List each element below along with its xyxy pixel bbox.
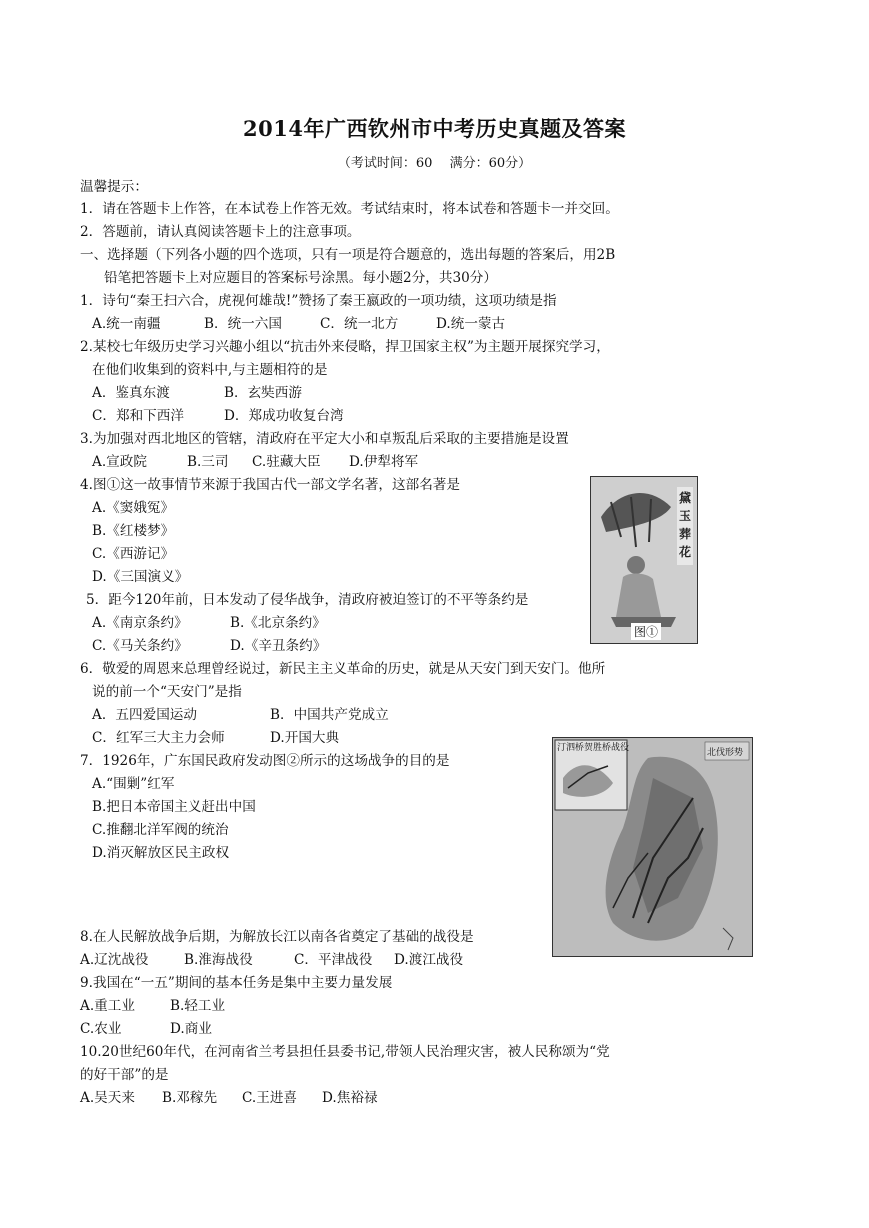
section-heading-cont: 铅笔把答题卡上对应题目的答案标号涂黑。每小题2分，共30分） xyxy=(104,270,497,286)
option: C．郑和下西洋 xyxy=(92,408,184,424)
option: D.《辛丑条约》 xyxy=(230,638,327,654)
option: D.商业 xyxy=(170,1021,212,1037)
question-options xyxy=(92,729,339,747)
option: B.轻工业 xyxy=(170,998,226,1014)
option: C．平津战役 xyxy=(294,952,373,968)
option: C.王进喜 xyxy=(242,1090,298,1106)
option: B.《北京条约》 xyxy=(230,615,326,631)
question-stem: 5．距今120年前，日本发动了侵华战争，清政府被迫签订的不平等条约是 xyxy=(86,592,529,608)
question-options xyxy=(80,997,225,1015)
option: D.伊犁将军 xyxy=(349,454,419,470)
option: B．统一六国 xyxy=(204,316,282,332)
question-options xyxy=(92,315,505,333)
option: C.驻藏大臣 xyxy=(252,454,321,470)
option: B.《红楼梦》 xyxy=(92,523,175,539)
option: C．统一北方 xyxy=(320,316,399,332)
option: D.渡江战役 xyxy=(394,952,464,968)
question-options xyxy=(80,1089,378,1107)
option: C.《西游记》 xyxy=(92,546,175,562)
option: B．中国共产党成立 xyxy=(270,707,389,723)
option: A.“围剿”红军 xyxy=(92,776,175,792)
option: D．郑成功收复台湾 xyxy=(224,408,344,424)
question-options xyxy=(92,407,344,425)
option: D.统一蒙古 xyxy=(436,316,506,332)
question-options xyxy=(92,384,302,402)
section-heading: 一、选择题（下列各小题的四个选项，只有一项是符合题意的，选出每题的答案后，用2B xyxy=(80,247,616,263)
option: A．鉴真东渡 xyxy=(92,385,170,401)
option: A.宣政院 xyxy=(92,454,147,470)
question-stem: 1．诗句“秦王扫六合，虎视何雄哉!”赞扬了秦王嬴政的一项功绩，这项功绩是指 xyxy=(80,293,557,309)
option: B.淮海战役 xyxy=(184,952,253,968)
option: A．五四爱国运动 xyxy=(92,707,197,723)
question-stem: 的好干部”的是 xyxy=(80,1067,169,1083)
option: C．红军三大主力会师 xyxy=(92,730,225,746)
question-stem: 4.图①这一故事情节来源于我国古代一部文学名著，这部名著是 xyxy=(80,477,460,493)
tips-heading: 温馨提示： xyxy=(80,179,148,195)
question-options xyxy=(80,951,463,969)
option: B.把日本帝国主义赶出中国 xyxy=(92,799,256,815)
figure-2-inset-title: 汀泗桥贺胜桥战役 xyxy=(557,743,630,753)
option: B.三司 xyxy=(187,454,229,470)
option: A.吴天来 xyxy=(80,1090,135,1106)
question-options xyxy=(92,453,418,471)
question-options xyxy=(92,637,326,655)
exam-info: （考试时间：60 满分：60分） xyxy=(337,156,532,171)
figure-1-caption: 图① xyxy=(631,623,661,640)
question-stem: 10.20世纪60年代，在河南省兰考县担任县委书记,带领人民治理灾害，被人民称颂为“党 xyxy=(80,1044,610,1060)
question-stem: 8.在人民解放战争后期，为解放长江以南各省奠定了基础的战役是 xyxy=(80,929,474,945)
option: C.农业 xyxy=(80,1021,122,1037)
question-stem: 9.我国在“一五”期间的基本任务是集中主要力量发展 xyxy=(80,975,393,991)
tip-item: 1．请在答题卡上作答，在本试卷上作答无效。考试结束时，将本试卷和答题卡一并交回。 xyxy=(80,201,619,217)
option: D.开国大典 xyxy=(270,730,340,746)
question-options xyxy=(92,706,389,724)
question-stem: 在他们收集到的资料中,与主题相符的是 xyxy=(92,362,328,378)
option: A.统一南疆 xyxy=(92,316,161,332)
option: A.《窦娥冤》 xyxy=(92,500,175,516)
question-stem: 3.为加强对西北地区的管辖，清政府在平定大小和卓叛乱后采取的主要措施是设置 xyxy=(80,431,569,447)
option: C.推翻北洋军阀的统治 xyxy=(92,822,229,838)
option: B．玄奘西游 xyxy=(224,385,302,401)
figure-1-illustration xyxy=(590,476,698,644)
option: B.邓稼先 xyxy=(162,1090,218,1106)
question-options xyxy=(80,1020,212,1038)
option: A.辽沈战役 xyxy=(80,952,149,968)
figure-2-corner-label: 北伐形势 xyxy=(707,748,744,758)
option: A.《南京条约》 xyxy=(92,615,188,631)
question-stem: 7．1926年，广东国民政府发动图②所示的这场战争的目的是 xyxy=(80,753,450,769)
question-stem: 6．敬爱的周恩来总理曾经说过，新民主主义革命的历史，就是从天安门到天安门。他所 xyxy=(80,661,606,677)
figure-1-inner-title: 黛玉葬花 xyxy=(679,491,692,559)
option: D.消灭解放区民主政权 xyxy=(92,845,230,861)
page-title: 2014年广西钦州市中考历史真题及答案 xyxy=(243,116,626,141)
option: A.重工业 xyxy=(80,998,135,1014)
figure-2-map xyxy=(552,737,753,957)
tip-item: 2．答题前，请认真阅读答题卡上的注意事项。 xyxy=(80,224,361,240)
question-stem: 说的前一个“天安门”是指 xyxy=(92,684,242,700)
question-options xyxy=(92,614,326,632)
option: D.《三国演义》 xyxy=(92,569,189,585)
figure-2-drawing xyxy=(553,738,752,956)
option: D.焦裕禄 xyxy=(322,1090,378,1106)
option: C.《马关条约》 xyxy=(92,638,188,654)
question-stem: 2.某校七年级历史学习兴趣小组以“抗击外来侵略，捍卫国家主权”为主题开展探究学习， xyxy=(80,339,610,355)
